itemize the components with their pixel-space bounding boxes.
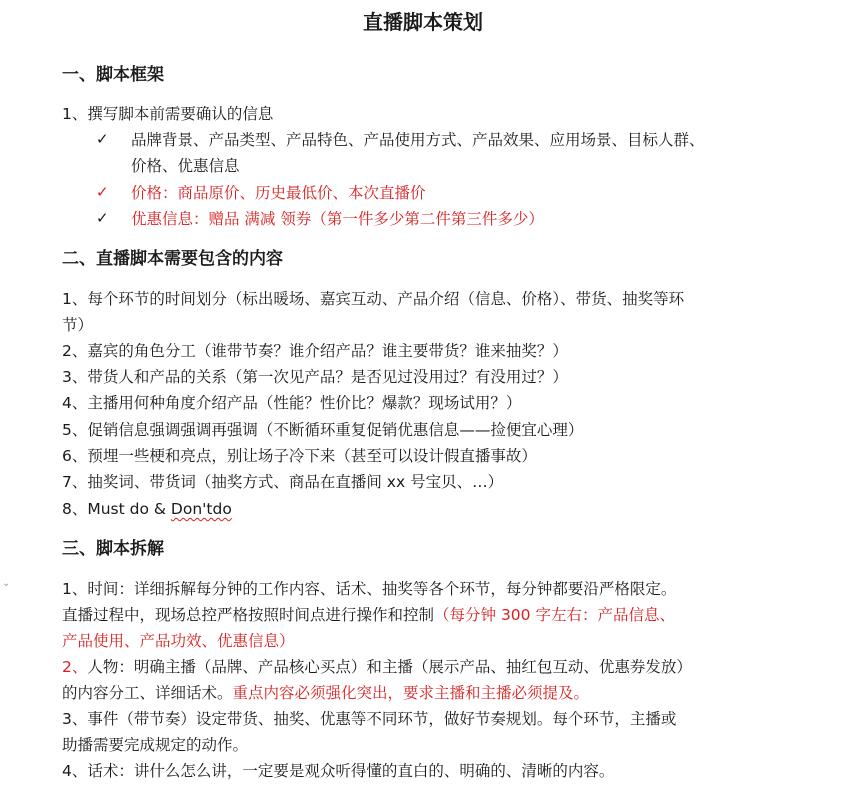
section-2-item-4: 4、主播用何种角度介绍产品（性能？性价比？爆款？现场试用？） bbox=[62, 394, 522, 412]
margin-collapse-icon: ⌄ bbox=[2, 578, 11, 589]
para-2-number: 2、 bbox=[62, 658, 88, 676]
para-2-red-text: 重点内容必须强化突出，要求主播和主播必须提及。 bbox=[232, 684, 590, 702]
item-8-prefix: 8、Must do & bbox=[62, 500, 171, 518]
para-1-red-text: （每分钟 300 字左右：产品信息、 bbox=[434, 606, 675, 624]
section-2-item-1: 1、每个环节的时间划分（标出暖场、嘉宾互动、产品介绍（信息、价格）、带货、抽奖等环 bbox=[62, 290, 685, 308]
check-item-1-line-1: 品牌背景、产品类型、产品特色、产品使用方式、产品效果、应用场景、目标人群、 bbox=[131, 131, 705, 149]
section-2-item-8 bbox=[62, 497, 232, 521]
section-3-para-3-line-1: 3、事件（带节奏）设定带货、抽奖、优惠等不同环节，做好节奏规划。每个环节，主播或 bbox=[62, 710, 677, 728]
section-2-item-1-cont: 节） bbox=[62, 316, 94, 334]
section-3-para-1-line-3: 产品使用、产品功效、优惠信息） bbox=[62, 632, 295, 650]
checkmark-icon: ✓ bbox=[96, 209, 109, 227]
section-2-heading: 二、直播脚本需要包含的内容 bbox=[62, 249, 283, 269]
section-3-para-2-line-2 bbox=[62, 681, 589, 705]
check-item-3: 优惠信息：赠品 满减 领券（第一件多少第二件第三件多少） bbox=[131, 210, 544, 228]
section-3-heading: 三、脚本拆解 bbox=[62, 539, 164, 559]
section-2-item-3: 3、带货人和产品的关系（第一次见产品？是否见过没用过？有没用过？） bbox=[62, 368, 568, 386]
checkmark-icon: ✓ bbox=[96, 130, 109, 148]
checkmark-icon: ✓ bbox=[96, 183, 109, 201]
document-title: 直播脚本策划 bbox=[363, 10, 483, 34]
section-2-item-2: 2、嘉宾的角色分工（谁带节奏？谁介绍产品？谁主要带货？谁来抽奖？） bbox=[62, 342, 568, 360]
section-3-para-4: 4、话术：讲什么怎么讲，一定要是观众听得懂的直白的、明确的、清晰的内容。 bbox=[62, 762, 615, 780]
para-2-black-text: 的内容分工、详细话术。 bbox=[62, 684, 233, 702]
section-2-item-7: 7、抽奖词、带货词（抽奖方式、商品在直播间 xx 号宝贝、…） bbox=[62, 473, 504, 491]
section-3-para-3-line-2: 助播需要完成规定的动作。 bbox=[62, 736, 249, 754]
section-2-item-6: 6、预埋一些梗和亮点，别让场子冷下来（甚至可以设计假直播事故） bbox=[62, 447, 537, 465]
check-item-1-line-2: 价格、优惠信息 bbox=[131, 157, 240, 175]
spellcheck-underlined-word: Don'tdo bbox=[170, 500, 232, 518]
section-1-heading: 一、脚本框架 bbox=[62, 65, 164, 85]
para-2-text: 人物：明确主播（品牌、产品核心买点）和主播（展示产品、抽红包互动、优惠券发放） bbox=[87, 658, 692, 676]
para-1-black-text: 直播过程中，现场总控严格按照时间点进行操作和控制 bbox=[62, 606, 435, 624]
section-1-item-1: 1、撰写脚本前需要确认的信息 bbox=[62, 105, 274, 123]
section-3-para-1-line-1: 1、时间：详细拆解每分钟的工作内容、话术、抽奖等各个环节，每分钟都要沿严格限定。 bbox=[62, 580, 677, 598]
check-item-2: 价格：商品原价、历史最低价、本次直播价 bbox=[131, 184, 426, 202]
section-2-item-5: 5、促销信息强调强调再强调（不断循环重复促销优惠信息——捡便宜心理） bbox=[62, 421, 584, 439]
section-3-para-1-line-2 bbox=[62, 603, 675, 627]
section-3-para-2-line-1 bbox=[62, 655, 692, 679]
